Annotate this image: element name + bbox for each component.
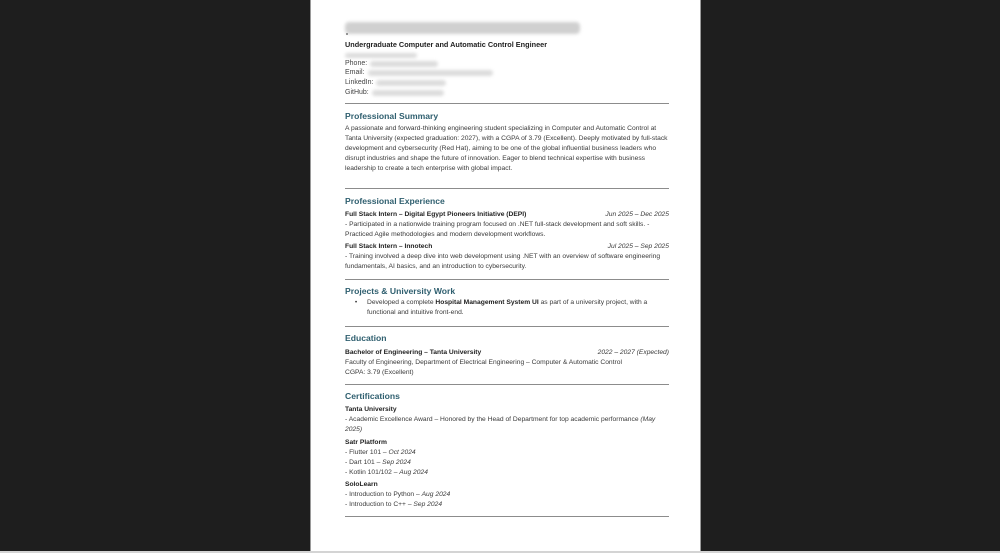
experience-role: Full Stack Intern – Digital Egypt Pioneers Initiative (DEPI) [345, 211, 527, 218]
cert-issuer: Tanta University [345, 406, 397, 413]
summary-heading: Professional Summary [345, 111, 439, 121]
experience-role: Full Stack Intern – Innotech [345, 243, 433, 250]
cert-item: - Academic Excellence Award – Honored by the Head of Department for top academic performance (May 2025) [345, 416, 656, 433]
contact-label: GitHub: [345, 88, 369, 96]
phone-redacted [370, 61, 438, 67]
contact-linkedin [345, 78, 493, 88]
project-text: as part of a university project, with a functional and intuitive front-end. [367, 299, 648, 316]
projects-list [345, 298, 669, 318]
cert-item: - Kotlin 101/102 – Aug 2024 [345, 469, 428, 476]
experience-description: - Training involved a deep dive into web development using .NET with an overview of software engineering fundamentals, AI basics, and an introduction to cybersecurity. [345, 253, 661, 270]
cert-item: - Introduction to C++ – Sep 2024 [345, 501, 443, 508]
project-item [345, 298, 669, 318]
project-text: Developed a complete [367, 299, 436, 306]
cert-item: - Dart 101 – Sep 2024 [345, 459, 411, 466]
experience-item [345, 242, 669, 272]
summary-text: A passionate and forward-thinking engineering student specializing in Computer and Automatic Control at Tanta University (expected graduation: 2027), with a CGPA of 3.79 (Excellent). Deeply motivated by full-stack development and cybersecurity (Red Hat), aiming to be one of the global influential business leaders who disrupt industries and shape the future of innovation. Eager to blend technical expertise with business leadership to create a tech enterprise with global impact. [345, 125, 668, 172]
contact-email [345, 69, 493, 79]
experience-heading: Professional Experience [345, 196, 445, 206]
github-redacted[interactable] [372, 90, 444, 96]
education-heading: Education [345, 333, 387, 343]
experience-dates: Jul 2025 – Sep 2025 [607, 243, 669, 250]
cert-date: Sep 2024 [382, 459, 411, 466]
contact-phone [345, 59, 493, 69]
location-redacted [345, 53, 417, 58]
experience-dates: Jun 2025 – Dec 2025 [605, 211, 669, 218]
cert-group [345, 480, 669, 510]
cert-group [345, 405, 669, 435]
email-redacted [368, 70, 493, 76]
cert-issuer: Satr Platform [345, 439, 387, 446]
section-divider [345, 326, 669, 327]
experience-description: - Participated in a nationwide training program focused on .NET full-stack development and soft skills. - Practiced Agile methodologies and modern development workflows. [345, 221, 650, 238]
job-title: Undergraduate Computer and Automatic Control Engineer [345, 40, 548, 49]
section-divider [345, 188, 669, 189]
education-faculty: Faculty of Engineering, Department of Electrical Engineering – Computer & Automatic Control [345, 359, 622, 366]
contact-label: Phone: [345, 59, 368, 67]
contact-github [345, 88, 493, 98]
cert-date: Sep 2024 [413, 501, 443, 508]
experience-item [345, 210, 669, 240]
cert-date: Aug 2024 [421, 491, 451, 498]
cert-item: - Introduction to Python – Aug 2024 [345, 491, 451, 498]
projects-heading: Projects & University Work [345, 286, 456, 296]
education-dates: 2022 – 2027 (Expected) [597, 349, 669, 356]
certifications-heading: Certifications [345, 391, 400, 401]
section-divider [345, 516, 669, 517]
redaction-artifact [346, 33, 348, 35]
contact-info [345, 59, 493, 97]
section-divider [345, 103, 669, 104]
linkedin-redacted[interactable] [376, 80, 446, 86]
cert-date: (May 2025) [345, 416, 656, 433]
cert-issuer: SoloLearn [345, 481, 378, 488]
project-name: Hospital Management System UI [435, 299, 539, 306]
cert-date: Oct 2024 [388, 449, 416, 456]
education-item [345, 348, 669, 378]
name-redacted [345, 22, 580, 34]
section-divider [345, 279, 669, 280]
cert-item: - Flutter 101 – Oct 2024 [345, 449, 416, 456]
cert-date: Aug 2024 [399, 469, 428, 476]
contact-label: Email: [345, 69, 365, 77]
section-divider [345, 384, 669, 385]
education-cgpa: CGPA: 3.79 (Excellent) [345, 369, 414, 376]
resume-page [310, 0, 701, 551]
contact-label: LinkedIn: [345, 78, 374, 86]
education-degree: Bachelor of Engineering – Tanta University [345, 349, 482, 356]
bullet-icon: • [354, 299, 358, 306]
cert-group [345, 438, 669, 478]
